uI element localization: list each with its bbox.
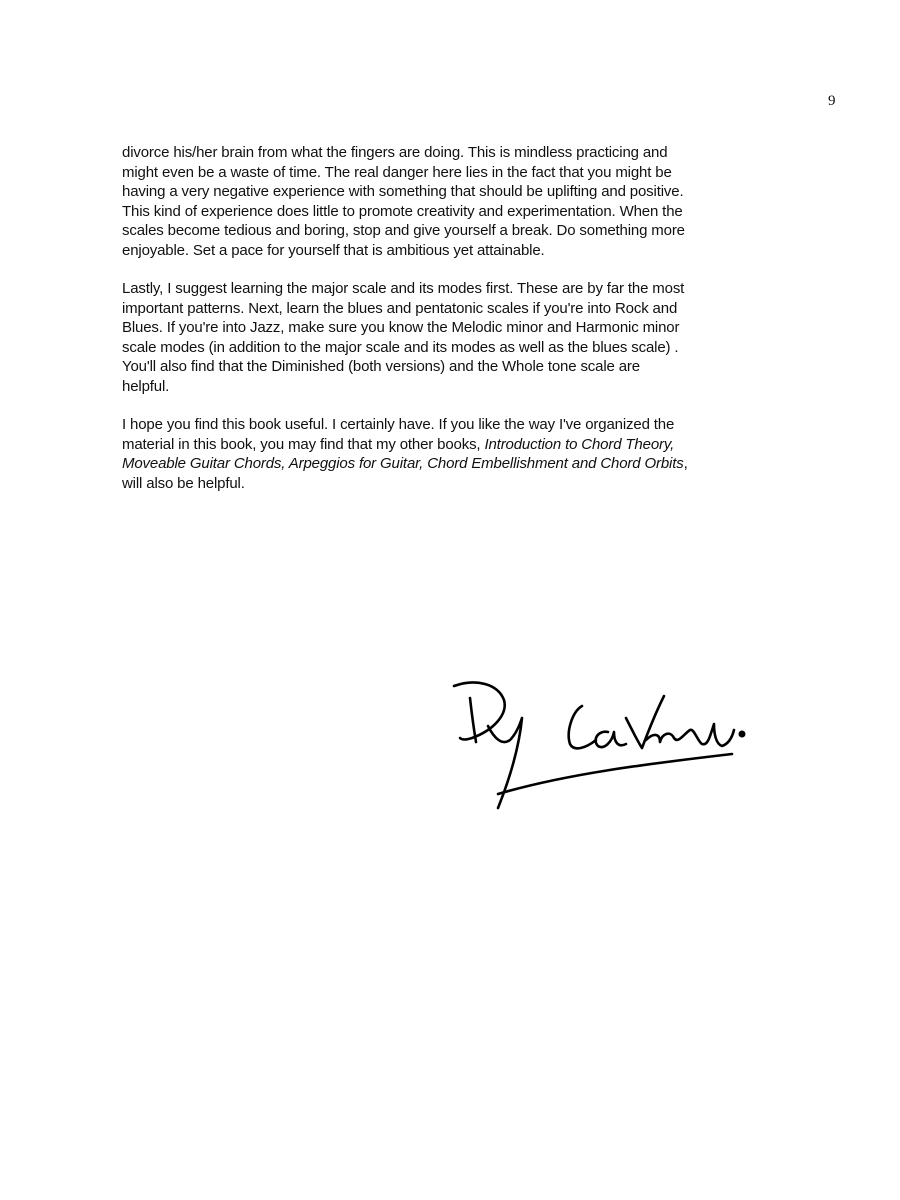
- body-text: [122, 143, 772, 512]
- text-segment: material in this book, you may find that my other books,: [122, 435, 485, 453]
- text-line: divorce his/her brain from what the fingers are doing. This is mindless practicing and: [122, 144, 668, 161]
- page-number: 9: [828, 93, 836, 109]
- text-line: This kind of experience does little to promote creativity and experimentation. When the: [122, 202, 683, 220]
- paragraph-practice: [122, 143, 772, 260]
- text-line: Lastly, I suggest learning the major scale and its modes first. These are by far the most: [122, 280, 685, 297]
- text-line: helpful.: [122, 377, 170, 395]
- text-line: I hope you find this book useful. I certainly have. If you like the way I've organized the: [122, 416, 675, 433]
- text-line: You'll also find that the Diminished (both versions) and the Whole tone scale are: [122, 358, 640, 375]
- text-line: might even be a waste of time. The real danger here lies in the fact that you might be: [122, 163, 672, 181]
- book-title: Introduction to Chord Theory,: [484, 435, 675, 453]
- paragraph-closing: [122, 415, 772, 493]
- text-line: will also be helpful.: [122, 474, 245, 492]
- text-line: important patterns. Next, learn the blues and pentatonic scales if you're into Rock and: [122, 299, 678, 317]
- text-line: scales become tedious and boring, stop and give yourself a break. Do something more: [122, 222, 685, 239]
- text-line: Blues. If you're into Jazz, make sure you know the Melodic minor and Harmonic minor: [122, 319, 680, 336]
- text-line: [122, 454, 772, 474]
- text-line: enjoyable. Set a pace for yourself that is ambitious yet attainable.: [122, 241, 545, 259]
- paragraph-scale-order: [122, 279, 772, 396]
- text-line: scale modes (in addition to the major scale and its modes as well as the blues scale) .: [122, 338, 679, 356]
- author-signature: [446, 672, 766, 822]
- text-segment: ,: [683, 455, 688, 472]
- text-line: having a very negative experience with something that should be uplifting and positive.: [122, 183, 684, 200]
- signature-drawing: [446, 672, 766, 822]
- book-titles: Moveable Guitar Chords, Arpeggios for Guitar, Chord Embellishment and Chord Orbits: [122, 455, 684, 472]
- text-line: [122, 435, 772, 455]
